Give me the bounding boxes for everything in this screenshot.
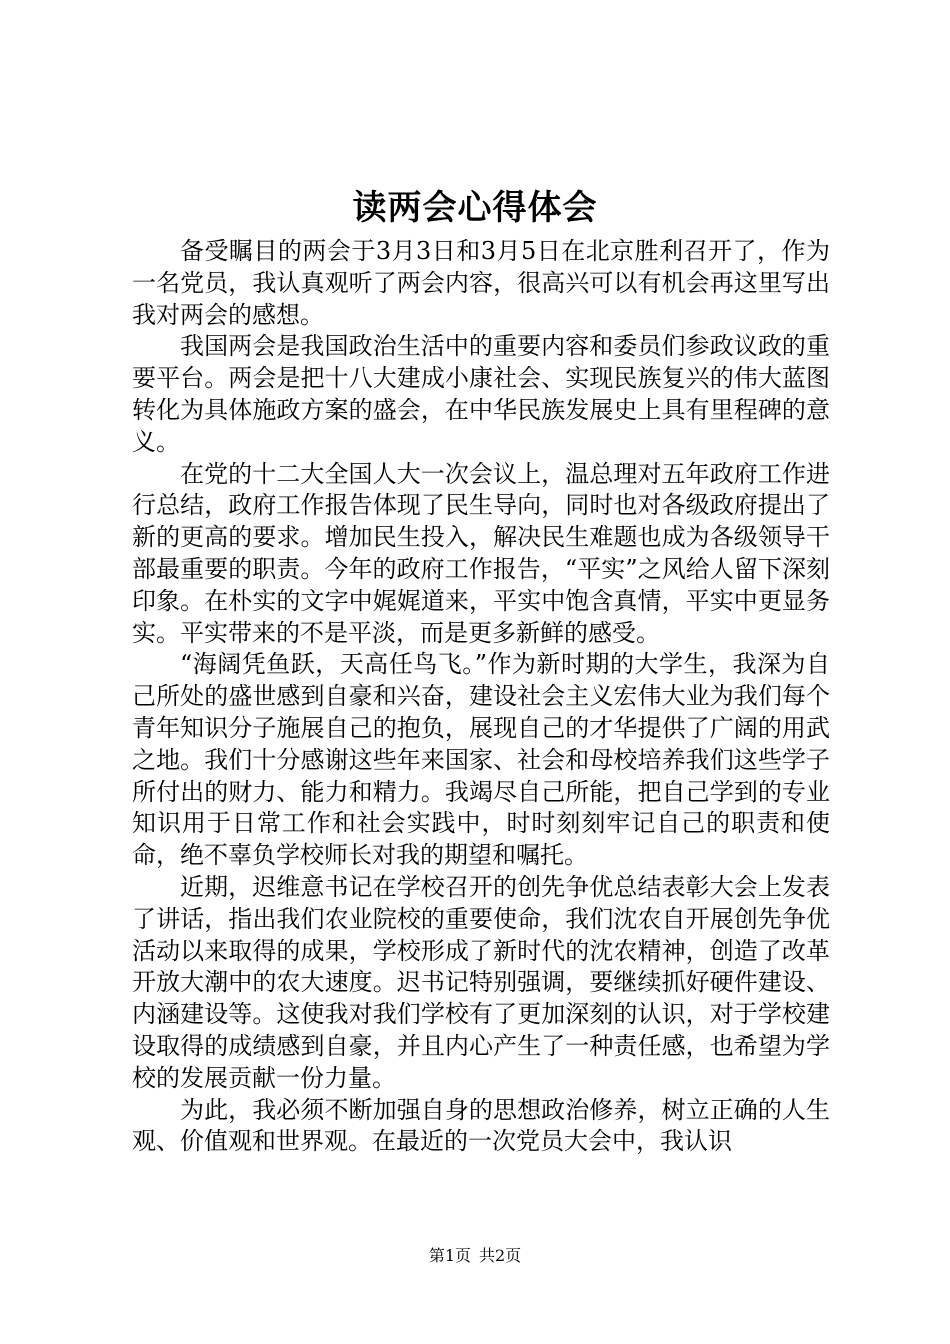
- page-footer: [0, 1245, 950, 1267]
- paragraph: “海阔凭鱼跃，天高任鸟飞。”作为新时期的大学生，我深为自己所处的盛世感到自豪和兴奋，建设社会主义宏伟大业为我们每个青年知识分子施展自己的抱负，展现自己的才华提供了广阔的用武之地。我们十分感谢这些年来国家、社会和母校培养我们这些学子所付出的财力、能力和精力。我竭尽自己所能，把自己学到的专业知识用于日常工作和社会实践中，时时刻刻牢记自己的职责和使命，绝不辜负学校师长对我的期望和嘱托。: [132, 650, 830, 870]
- paragraph: 我国两会是我国政治生活中的重要内容和委员们参政议政的重要平台。两会是把十八大建成小康社会、实现民族复兴的伟大蓝图转化为具体施政方案的盛会，在中华民族发展史上具有里程碑的意义。: [132, 332, 830, 456]
- paragraph: 为此，我必须不断加强自身的思想政治修养，树立正确的人生观、价值观和世界观。在最近的一次党员大会中，我认识: [132, 1095, 830, 1156]
- document-body: [132, 236, 830, 1158]
- page-total: 共2页: [479, 1246, 522, 1265]
- paragraph: 备受瞩目的两会于3月3日和3月5日在北京胜利召开了，作为一名党员，我认真观听了两会内容，很高兴可以有机会再这里写出我对两会的感想。: [132, 237, 830, 329]
- document-title: 读两会心得体会: [352, 188, 598, 228]
- page-number: 第1页: [428, 1246, 471, 1265]
- paragraph: 在党的十二大全国人大一次会议上，温总理对五年政府工作进行总结，政府工作报告体现了民生导向，同时也对各级政府提出了新的更高的要求。增加民生投入，解决民生难题也成为各级领导干部最重要的职责。今年的政府工作报告，“平实”之风给人留下深刻印象。在朴实的文字中娓娓道来，平实中饱含真情，平实中更显务实。平实带来的不是平淡，而是更多新鲜的感受。: [132, 459, 830, 647]
- paragraph: 近期，迟维意书记在学校召开的创先争优总结表彰大会上发表了讲话，指出我们农业院校的重要使命，我们沈农自开展创先争优活动以来取得的成果，学校形成了新时代的沈农精神，创造了改革开放大潮中的农大速度。迟书记特别强调，要继续抓好硬件建设、内涵建设等。这使我对我们学校有了更加深刻的认识，对于学校建设取得的成绩感到自豪，并且内心产生了一种责任感，也希望为学校的发展贡献一份力量。: [132, 872, 830, 1092]
